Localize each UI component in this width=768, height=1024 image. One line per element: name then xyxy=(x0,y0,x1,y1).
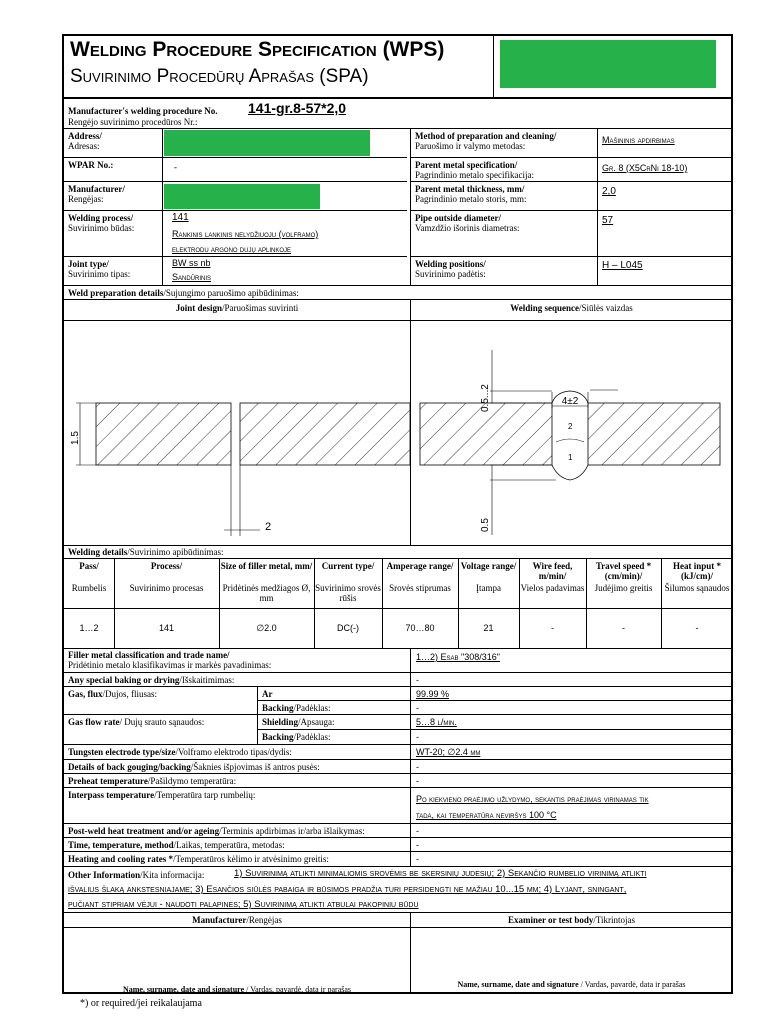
col-voltage-en: Voltage range/ xyxy=(460,561,517,571)
joint-type-code: BW ss nb xyxy=(172,258,211,268)
address-label: Address/ xyxy=(68,131,102,141)
address-label-lt: Adresas: xyxy=(68,141,100,151)
col-amperage-lt: Srovės stiprumas xyxy=(389,583,451,593)
time-temp-label: Time, temperature, method/Laikas, temperatūra, metodas: xyxy=(68,840,285,850)
col-amperage-en: Amperage range/ xyxy=(386,561,454,571)
manufacturer-sign-header: Manufacturer/Rengėjas xyxy=(192,915,282,925)
shielding-label: Shielding/Apsauga: xyxy=(262,717,335,727)
col-travel-en: Travel speed * (cm/min)/ xyxy=(595,561,652,581)
preheat-value: - xyxy=(416,776,419,786)
prep-method-value: Mašininis apdirbimas xyxy=(602,135,675,145)
filler-class-label-lt: Pridėtinio metalo klasifikavimas ir markės pavadinimas: xyxy=(68,660,272,670)
details-title: Welding details/Suvirinimo apibūdinimas: xyxy=(68,547,224,557)
interpass-label: Interpass temperature/Temperatūra tarp rumbelių: xyxy=(68,790,256,800)
welding-sequence-drawing xyxy=(410,320,733,545)
col-current-en: Current type/ xyxy=(321,561,375,571)
preheat-label: Preheat temperature/Pašildymo temperatūra: xyxy=(68,776,237,786)
joint-type-value: Sandūrinis xyxy=(172,272,212,282)
examiner-sign-caption: Name, surname, date and signature / Vardas, pavardė, data ir parašas xyxy=(457,980,686,989)
manufacturer-redacted xyxy=(164,184,320,209)
gas-type: Ar xyxy=(262,689,273,699)
col-filler-en: Size of filler metal, mm/ xyxy=(220,561,313,571)
tungsten-label: Tungsten electrode type/size/Volframo elektrodo tipas/dydis: xyxy=(68,747,292,757)
cell-wirefeed: - xyxy=(551,623,554,633)
address-redacted xyxy=(164,130,370,156)
shielding-value: 5…8 l/min. xyxy=(416,717,457,727)
gas-purity: 99.99 % xyxy=(416,689,450,699)
flow-backing-value: - xyxy=(416,732,419,742)
form-subtitle: Suvirinimo Procedūrų Aprašas (SPA) xyxy=(70,66,369,87)
col-voltage-lt: Įtampa xyxy=(476,583,501,593)
process-desc-1: Rankinis lankinis nelydžiuoju (volframo) xyxy=(172,229,319,239)
other-info-line-1: 1) Suvirinimą atlikti minimaliomis srovėmis be skersinių judesių; 2) Sekančio rumbelio virinimą atlikti xyxy=(234,868,647,879)
diameter-value: 57 xyxy=(602,215,614,226)
footnote: *) or required/jei reikalaujama xyxy=(80,998,202,1009)
col-pass-en: Pass/ xyxy=(79,561,99,571)
company-logo-placeholder xyxy=(500,40,716,88)
col-filler-lt: Pridėtinės medžiagos Ø, mm xyxy=(222,583,311,603)
filler-class-label: Filler metal classification and trade name/ xyxy=(68,650,230,660)
thickness-value: 2,0 xyxy=(602,186,616,197)
other-info-line-3: pučiant stipriam vėjui - naudoti palapines; 5) Suvirinimą atlikti atbulai pakopiniu būdu xyxy=(68,899,419,910)
dim-gap: 2 xyxy=(265,521,272,533)
manufacturer-sign-caption: Name, surname, date and signature / Vardas, pavardė, data ir parašas xyxy=(122,985,352,994)
parent-spec-label: Parent metal specification/ xyxy=(415,160,518,170)
dim-root: 0.5 xyxy=(480,518,491,532)
thickness-label: Parent metal thickness, mm/ xyxy=(415,184,525,194)
process-label: Welding process/ xyxy=(68,213,134,223)
cell-filler: ∅2.0 xyxy=(256,623,277,633)
cell-travel: - xyxy=(622,623,625,633)
cell-process: 141 xyxy=(158,623,175,633)
other-info-label: Other Information/Kita informacija: xyxy=(68,870,205,880)
flow-backing-label: Backing/Padėklas: xyxy=(262,732,331,742)
prep-method-label-lt: Paruošimo ir valymo metodas: xyxy=(415,141,526,151)
dim-width: 4±2 xyxy=(561,396,579,407)
pwht-value: - xyxy=(416,826,419,836)
manufacturer-label-lt: Rengėjas: xyxy=(68,194,104,204)
process-desc-2: elektrodu argono dujų aplinkoje xyxy=(172,245,292,254)
heating-rate-value: - xyxy=(416,854,419,864)
diameter-label-lt: Vamzdžio išorinis diametras: xyxy=(415,223,520,233)
cell-amperage: 70…80 xyxy=(405,623,435,633)
col-wirefeed-en: Wire feed, m/min/ xyxy=(532,561,573,581)
col-travel-lt: Judėjimo greitis xyxy=(594,583,653,593)
baking-label: Any special baking or drying/Išskaitimimas: xyxy=(68,675,235,685)
tungsten-value: WT-20; ∅2.4 mm xyxy=(416,747,481,757)
wpar-label: WPAR No.: xyxy=(68,160,114,170)
filler-class-value: 1…2) Esab "308/316" xyxy=(416,652,500,662)
col-heat-lt: Šilumos sąnaudos xyxy=(664,583,730,593)
gas-flow-label: Gas flow rate/ Dujų srauto sąnaudos: xyxy=(68,717,205,727)
parent-spec-label-lt: Pagrindinio metalo specifikacija: xyxy=(415,170,534,180)
pass-mark-1: 1 xyxy=(568,453,573,462)
position-label: Welding positions/ xyxy=(415,259,486,269)
gas-backing-value: - xyxy=(416,703,419,713)
col-heat-en: Heat input * (kJ/cm)/ xyxy=(672,561,721,581)
parent-spec-value: Gr. 8 (X5CrNi 18-10) xyxy=(602,163,688,173)
thickness-label-lt: Pagrindinio metalo storis, mm: xyxy=(415,194,527,204)
wpar-value: - xyxy=(174,162,177,172)
cell-pass: 1…2 xyxy=(79,623,99,633)
cell-heat: - xyxy=(695,623,699,633)
cell-current: DC(-) xyxy=(337,623,359,633)
gas-backing-label: Backing/Padėklas: xyxy=(262,703,331,713)
baking-value: - xyxy=(416,675,419,685)
col-wirefeed-lt: Vielos padavimas xyxy=(520,583,585,593)
joint-design-header: Joint design/Paruošimas suvirinti xyxy=(175,303,299,313)
examiner-sign-header: Examiner or test body/Tikrintojas xyxy=(507,915,636,925)
dim-thickness: 1.5 xyxy=(70,431,81,445)
gouging-value: - xyxy=(416,762,419,772)
cell-voltage: 21 xyxy=(483,623,494,633)
position-label-lt: Suvirinimo padėtis: xyxy=(415,269,486,279)
joint-design-drawing xyxy=(64,320,410,545)
welding-sequence-header: Welding sequence/Siūlės vaizdas xyxy=(510,303,633,313)
wps-no-label-lt: Rengėjo suvirinimo procedūros Nr.: xyxy=(68,117,198,127)
dim-top: 0.5...2 xyxy=(480,384,491,412)
col-pass-lt: Rumbelis xyxy=(71,583,107,593)
wps-no-label: Manufacturer's welding procedure No. xyxy=(68,106,218,116)
joint-type-label-lt: Suvirinimo tipas: xyxy=(68,269,131,279)
process-label-lt: Suvirinimo būdas: xyxy=(68,223,135,233)
time-temp-value: - xyxy=(416,840,419,850)
col-process-lt: Suvirinimo procesas xyxy=(129,583,204,593)
pwht-label: Post-weld heat treatment and/or ageing/Terminis apdirbimas ir/arba išlaikymas: xyxy=(68,826,365,836)
diameter-label: Pipe outside diameter/ xyxy=(415,213,501,223)
gouging-label: Details of back gouging/backing/Šaknies išpjovimas iš antros pusės: xyxy=(68,762,320,772)
heating-rate-label: Heating and cooling rates */Temperatūros kėlimo ir atvėsinimo greitis: xyxy=(68,854,329,864)
manufacturer-label: Manufacturer/ xyxy=(68,184,125,194)
prep-title: Weld preparation details/Sujungimo paruošimo apibūdinimas: xyxy=(68,288,299,298)
joint-type-label: Joint type/ xyxy=(68,259,109,269)
col-process-en: Process/ xyxy=(150,561,183,571)
interpass-value-2: tada, kai temperatūra neviršys 100 °C xyxy=(416,810,557,820)
process-code: 141 xyxy=(172,212,189,223)
wps-no-value: 141-gr.8-57*2,0 xyxy=(248,100,347,116)
position-value: H – L045 xyxy=(602,260,643,271)
wps-form xyxy=(62,34,733,994)
gas-flux-label: Gas, flux/Dujos, fliusas: xyxy=(68,689,158,699)
other-info-line-2: išvalius šlaką ankstesniajame; 3) Esančios siūlės pabaiga ir būsimos pradžia turi persidengti ne mažiau 10...15 mm; 4) Lyjant, sningant, xyxy=(68,884,627,895)
prep-method-label: Method of preparation and cleaning/ xyxy=(415,131,557,141)
pass-mark-2: 2 xyxy=(568,422,573,431)
form-title: Welding Procedure Specification (WPS) xyxy=(70,38,445,61)
interpass-value-1: Po kiekvieno praėjimo užlydymo, sekantis praėjimas virinamas tik xyxy=(416,794,649,804)
col-current-lt: Suvirinimo srovės rūšis xyxy=(315,583,381,603)
